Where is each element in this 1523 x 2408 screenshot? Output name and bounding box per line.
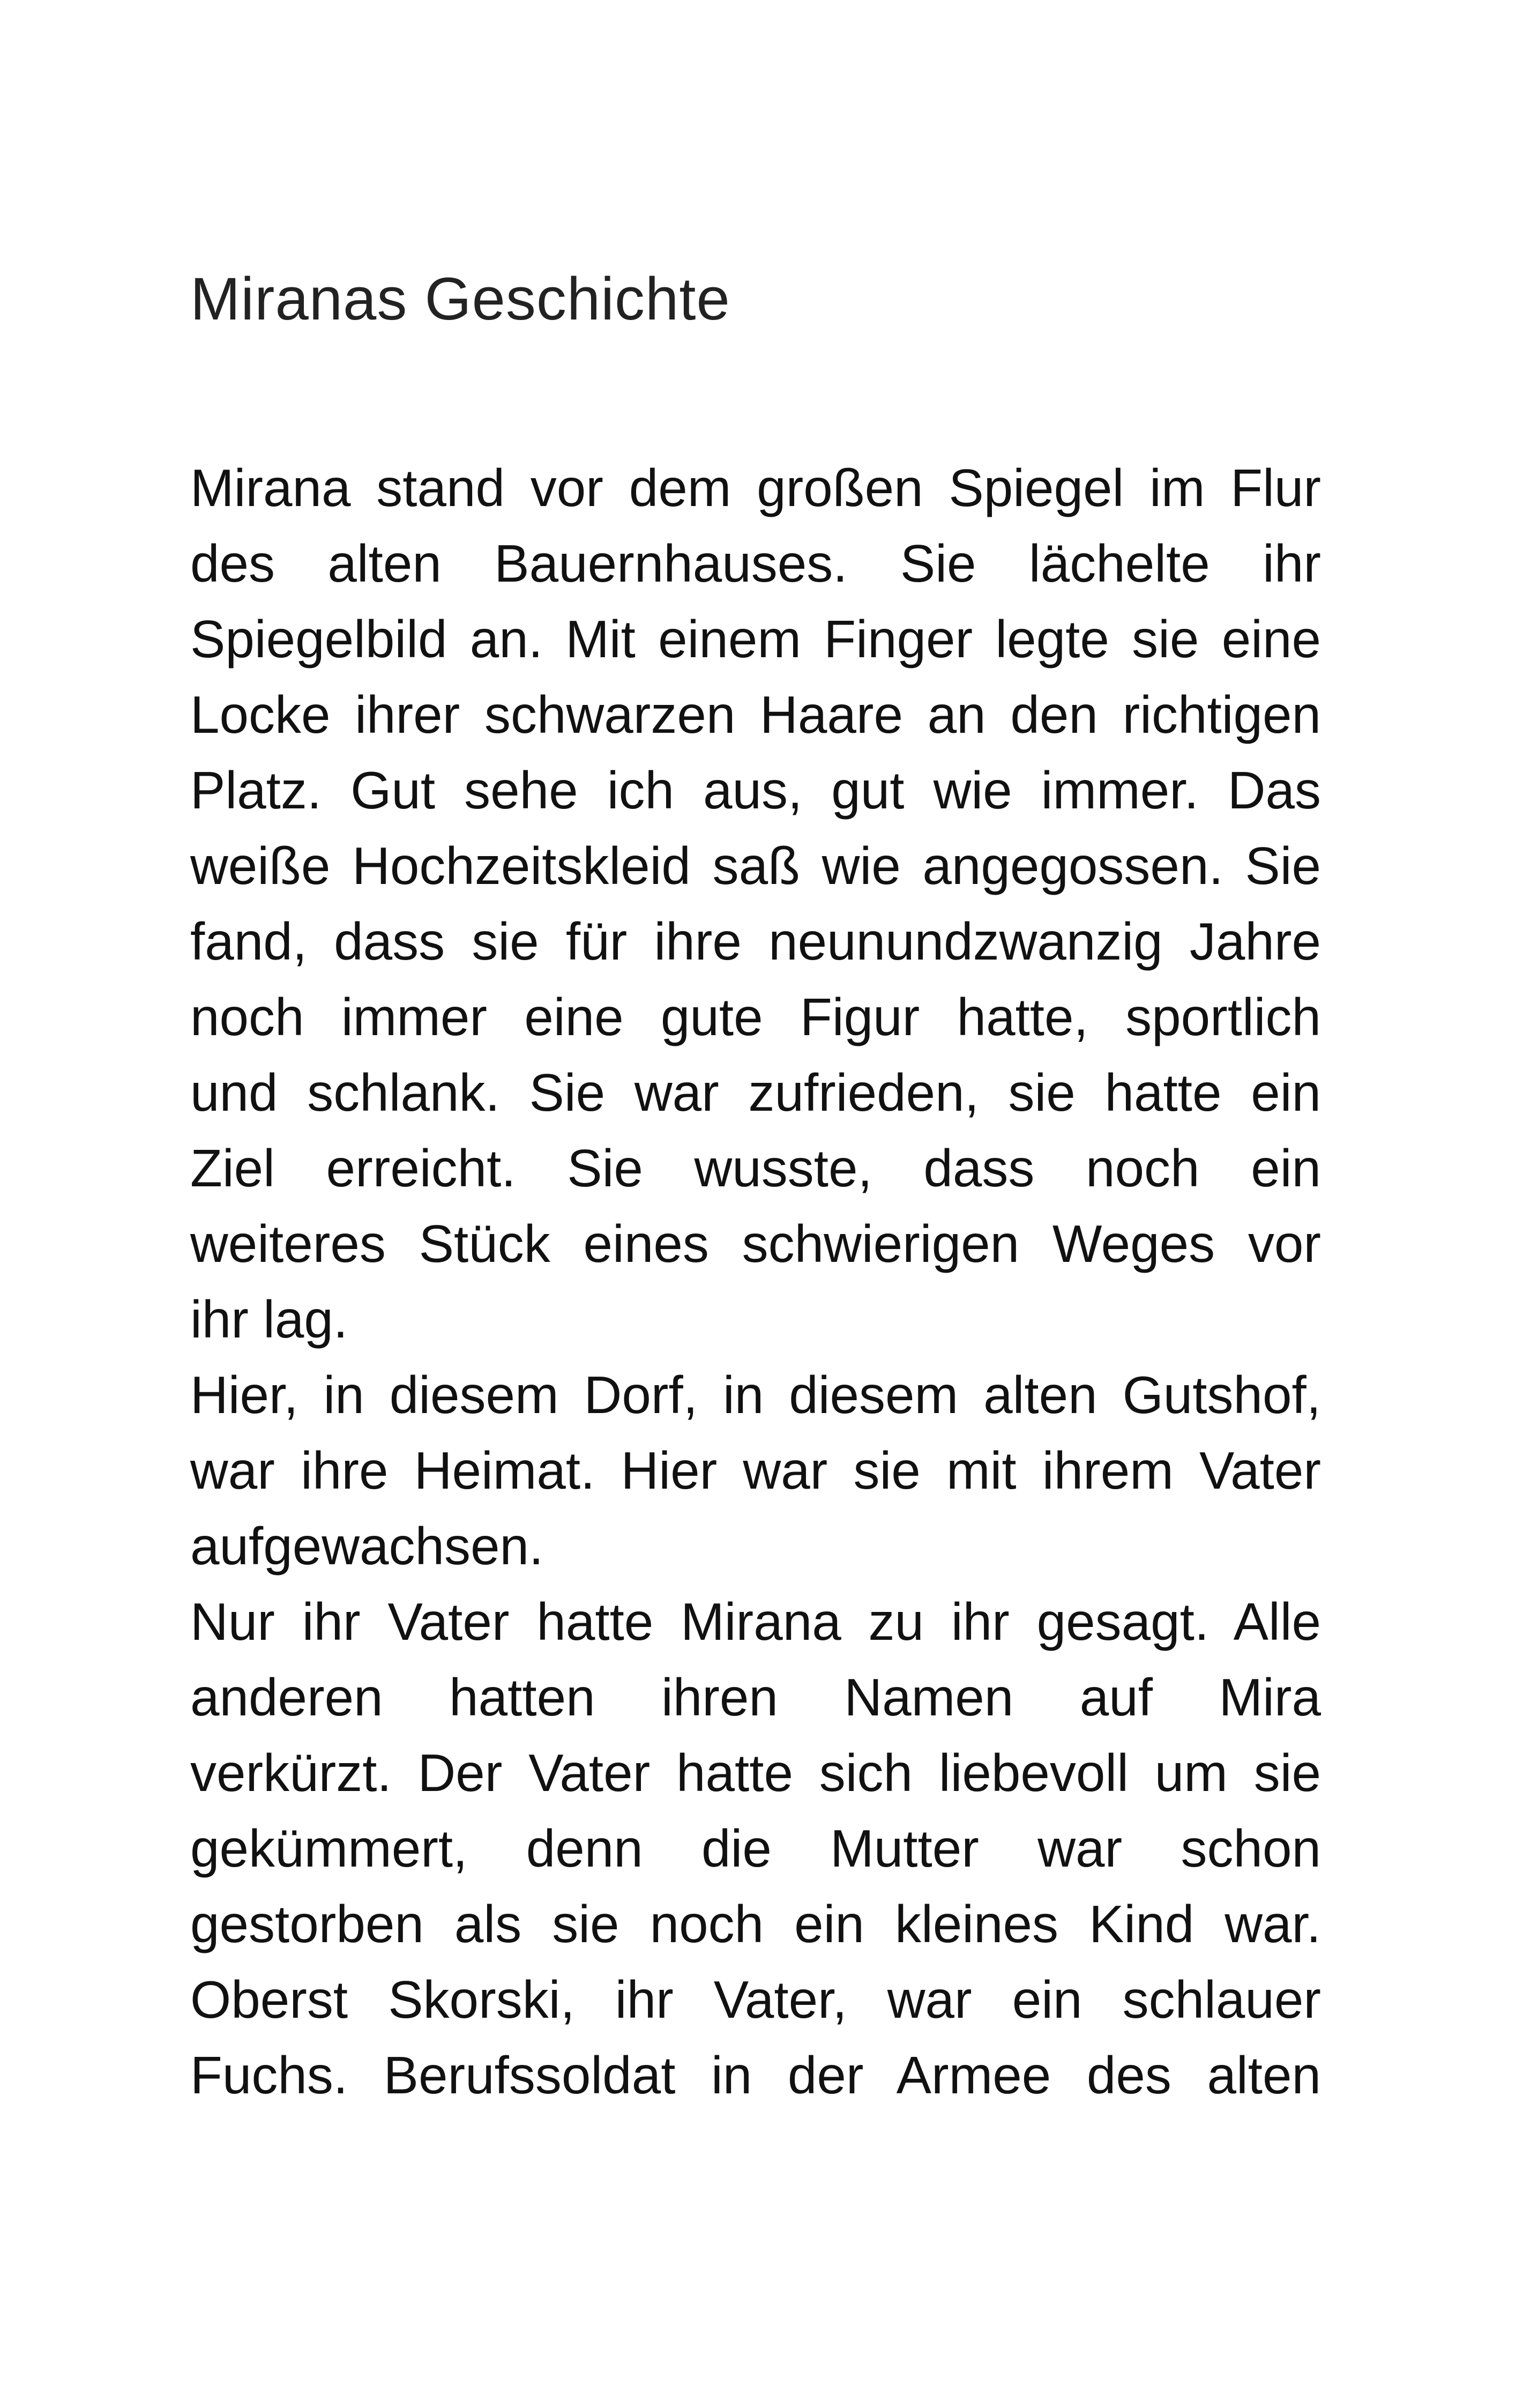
text-line: Oberst Skorski, ihr Vater, war ein schlauer	[190, 1970, 1321, 2029]
text-line: gekümmert, denn die Mutter war schon	[190, 1819, 1321, 1878]
text-line: fand, dass sie für ihre neunundzwanzig Jahre	[190, 912, 1321, 971]
text-line: ihr lag.	[190, 1290, 348, 1349]
text-line: weiße Hochzeitskleid saß wie angegossen. Sie	[190, 836, 1321, 895]
paragraph-1	[190, 450, 1321, 1357]
text-line: Spiegelbild an. Mit einem Finger legte sie eine	[190, 610, 1321, 668]
text-line: Ziel erreicht. Sie wusste, dass noch ein	[190, 1139, 1321, 1198]
text-line: verkürzt. Der Vater hatte sich liebevoll um sie	[190, 1743, 1321, 1802]
text-line: gestorben als sie noch ein kleines Kind war.	[190, 1894, 1321, 1953]
text-line: Platz. Gut sehe ich aus, gut wie immer. Das	[190, 761, 1321, 820]
paragraph-2	[190, 1357, 1321, 1584]
text-line: Locke ihrer schwarzen Haare an den richtigen	[190, 685, 1321, 744]
paragraph-3	[190, 1584, 1321, 2113]
text-line: und schlank. Sie war zufrieden, sie hatte ein	[190, 1063, 1321, 1122]
text-line: Fuchs. Berufssoldat in der Armee des alten	[190, 2046, 1321, 2105]
text-line: weiteres Stück eines schwierigen Weges vor	[190, 1214, 1321, 1273]
text-line: aufgewachsen.	[190, 1517, 544, 1575]
chapter-title: Miranas Geschichte	[190, 265, 730, 332]
text-line: anderen hatten ihren Namen auf Mira	[190, 1668, 1321, 1727]
text-line: war ihre Heimat. Hier war sie mit ihrem Vater	[190, 1441, 1321, 1500]
chapter-body	[190, 450, 1321, 2113]
text-line: Hier, in diesem Dorf, in diesem alten Gutshof,	[190, 1365, 1321, 1424]
text-line: Mirana stand vor dem großen Spiegel im Flur	[190, 458, 1321, 517]
text-line: Nur ihr Vater hatte Mirana zu ihr gesagt. Alle	[190, 1592, 1321, 1651]
text-line: des alten Bauernhauses. Sie lächelte ihr	[190, 534, 1321, 593]
text-line: noch immer eine gute Figur hatte, sportlich	[190, 987, 1321, 1046]
